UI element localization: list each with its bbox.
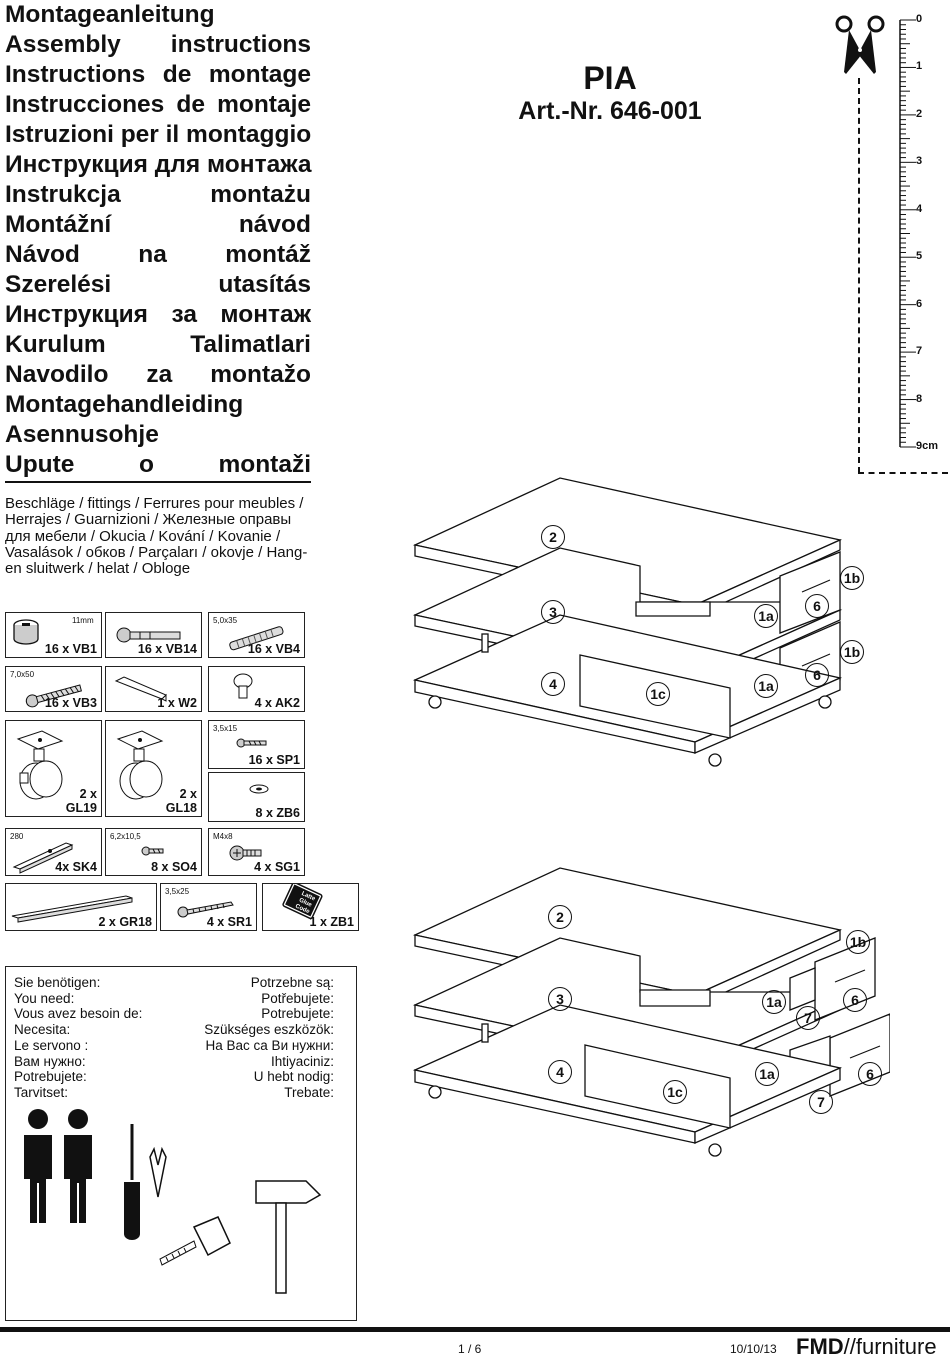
part-label: 4x SK4 xyxy=(55,860,97,874)
need-text: Le servono : xyxy=(14,1037,89,1053)
part-label: 4 x SR1 xyxy=(206,915,252,929)
part-bubble: 6 xyxy=(843,988,867,1012)
part-bubble: 7 xyxy=(809,1090,833,1114)
title-tr: Kurulum Talimatlari xyxy=(5,331,311,358)
title-divider xyxy=(5,481,311,483)
title-hr: Upute o montaži xyxy=(5,451,311,478)
need-text: Potrebujete: xyxy=(14,1069,87,1085)
part-vb14 xyxy=(105,612,202,658)
part-bubble: 7 xyxy=(796,1006,820,1030)
assembly-diagram-closed xyxy=(410,470,870,780)
part-vb4 xyxy=(208,612,305,658)
part-bubble: 1a xyxy=(755,1062,779,1086)
need-text: Ihtiyaciniz: xyxy=(270,1053,334,1069)
need-text: Potrzebne są: xyxy=(250,975,334,990)
scissors-icon xyxy=(832,14,888,76)
title-cz: Montážní návod xyxy=(5,211,311,238)
part-so4 xyxy=(105,828,202,876)
ruler-mark: 2 xyxy=(916,108,923,120)
part-label: 1 x W2 xyxy=(157,696,197,710)
need-text: You need: xyxy=(14,990,75,1006)
need-text: Вам нужно: xyxy=(14,1053,86,1069)
document-date: 10/10/13 xyxy=(730,1342,777,1356)
connector-bolt-icon xyxy=(106,613,201,643)
part-size: 11mm xyxy=(72,616,94,625)
ruler-mark: 5 xyxy=(916,250,923,262)
part-label: 1 x ZB1 xyxy=(309,915,354,929)
part-bubble: 1b xyxy=(840,640,864,664)
title-ru: Инструкция для монтажа xyxy=(5,151,312,178)
part-label: 4 x SG1 xyxy=(254,860,300,874)
part-label: 16 x VB3 xyxy=(44,696,97,710)
part-size: 6,2x10,5 xyxy=(110,832,141,841)
ruler-mark: 9cm xyxy=(916,440,939,452)
part-bubble: 6 xyxy=(805,594,829,618)
title-es: Instrucciones de montaje xyxy=(5,91,311,118)
part-bubble: 1b xyxy=(840,566,864,590)
title-sk: Návod na montáž xyxy=(5,241,311,268)
part-size: 7,0x50 xyxy=(10,670,35,679)
part-bubble: 6 xyxy=(805,663,829,687)
part-code: GL18 xyxy=(165,801,197,815)
ruler-mark: 3 xyxy=(916,155,923,167)
part-bubble: 4 xyxy=(541,672,565,696)
title-de: Montageanleitung xyxy=(5,1,215,28)
part-label: 8 x ZB6 xyxy=(255,806,300,820)
part-bubble: 1c xyxy=(663,1080,687,1104)
part-bubble: 1a xyxy=(754,604,778,628)
part-size: 3,5x15 xyxy=(213,724,238,733)
need-text: U hebt nodig: xyxy=(253,1069,334,1085)
part-bubble: 1c xyxy=(646,682,670,706)
need-text: На Вас са Ви нужни: xyxy=(205,1037,334,1053)
need-text: Necesita: xyxy=(14,1022,71,1038)
part-bubble: 2 xyxy=(541,525,565,549)
need-right-list xyxy=(204,975,334,1101)
need-text: Sie benötigen: xyxy=(14,975,101,990)
cam-lock-icon xyxy=(6,613,46,651)
product-name: PIA xyxy=(583,60,637,96)
glue-code-logo: Latte Glue Code xyxy=(294,890,316,916)
title-fi: Asennusohje xyxy=(5,421,159,448)
part-zb1 xyxy=(262,883,359,931)
ruler-mark: 6 xyxy=(916,298,923,310)
part-label: 16 x SP1 xyxy=(248,753,300,767)
need-text: Vous avez besoin de: xyxy=(14,1006,143,1022)
title-hu: Szerelési utasítás xyxy=(5,271,311,298)
part-sp1 xyxy=(208,720,305,769)
cut-line-horizontal xyxy=(858,472,948,474)
part-sk4 xyxy=(5,828,102,876)
cut-line-vertical xyxy=(858,78,860,473)
ruler-mark: 4 xyxy=(916,203,923,215)
article-number: Art.-Nr. 646-001 xyxy=(518,97,702,125)
part-bubble: 2 xyxy=(548,905,572,929)
ruler xyxy=(888,12,918,457)
title-it: Istruzioni per il montaggio xyxy=(5,121,312,148)
brand-rest: //furniture xyxy=(843,1334,937,1359)
part-gl18 xyxy=(105,720,202,817)
need-text: Potrebujete: xyxy=(261,1006,334,1022)
need-text: Trebate: xyxy=(284,1084,334,1100)
part-qty: 2 x xyxy=(179,787,197,801)
hammer-icon xyxy=(246,1167,326,1297)
phillips-screwdriver-icon xyxy=(146,1147,176,1207)
title-en: Assembly instructions xyxy=(5,31,311,58)
part-gr18 xyxy=(5,883,157,931)
part-label xyxy=(66,787,97,815)
part-label: 16 x VB1 xyxy=(44,642,97,656)
part-vb1 xyxy=(5,612,102,658)
need-text: Potřebujete: xyxy=(261,990,334,1006)
part-bubble: 4 xyxy=(548,1060,572,1084)
title-bg: Инструкция за монтаж xyxy=(5,301,311,328)
title-nl: Montagehandleiding xyxy=(5,391,244,418)
screwdriver-icon xyxy=(118,1122,148,1242)
part-label xyxy=(166,787,197,815)
title-pl: Instrukcja montażu xyxy=(5,181,311,208)
part-zb6 xyxy=(208,772,305,822)
part-label: 16 x VB14 xyxy=(137,642,197,656)
part-sr1 xyxy=(160,883,257,931)
part-label: 4 x AK2 xyxy=(254,696,300,710)
brand-bold: FMD xyxy=(796,1334,844,1359)
part-size: 280 xyxy=(10,832,24,841)
brand-logo xyxy=(796,1334,937,1360)
tools-needed-box xyxy=(5,966,357,1321)
part-bubble: 1a xyxy=(754,674,778,698)
need-left-list xyxy=(14,975,142,1101)
page-number: 1 / 6 xyxy=(458,1342,482,1356)
need-text: Szükséges eszközök: xyxy=(204,1022,334,1038)
ruler-mark: 7 xyxy=(916,345,923,357)
part-bubble: 6 xyxy=(858,1062,882,1086)
fittings-heading: Beschläge / fittings / Ferrures pour meubles / Herrajes / Guarnizioni / Железные оправы для мебели / Okucia / Kování / Kovanie / Vasalások / обков / Parçaları / okovje / Hang- en sluitwerk / helat / Obloge xyxy=(5,495,308,578)
need-text: Tarvitset: xyxy=(14,1084,69,1100)
part-label: 2 x GR18 xyxy=(98,915,152,929)
part-size: 3,5x25 xyxy=(165,887,190,896)
title-si: Navodilo za montažo xyxy=(5,361,311,388)
part-qty: 2 x xyxy=(79,787,97,801)
part-code: GL19 xyxy=(65,801,97,815)
part-w2 xyxy=(105,666,202,712)
part-bubble: 1a xyxy=(762,990,786,1014)
two-persons-icon xyxy=(20,1107,100,1227)
ruler-mark: 8 xyxy=(916,393,923,405)
part-size: M4x8 xyxy=(213,832,233,841)
ruler-mark: 0 xyxy=(916,13,923,25)
part-size: 5,0x35 xyxy=(213,616,238,625)
part-label: 8 x SO4 xyxy=(151,860,197,874)
title-block xyxy=(5,0,311,480)
part-ak2 xyxy=(208,666,305,712)
footer-rule xyxy=(0,1327,950,1332)
ruler-mark: 1 xyxy=(916,60,923,72)
part-sg1 xyxy=(208,828,305,876)
part-vb3 xyxy=(5,666,102,712)
part-gl19 xyxy=(5,720,102,817)
tape-measure-icon xyxy=(156,1207,236,1277)
part-bubble: 1b xyxy=(846,930,870,954)
part-bubble: 3 xyxy=(541,600,565,624)
part-bubble: 3 xyxy=(548,987,572,1011)
title-fr: Instructions de montage xyxy=(5,61,311,88)
part-label: 16 x VB4 xyxy=(247,642,300,656)
